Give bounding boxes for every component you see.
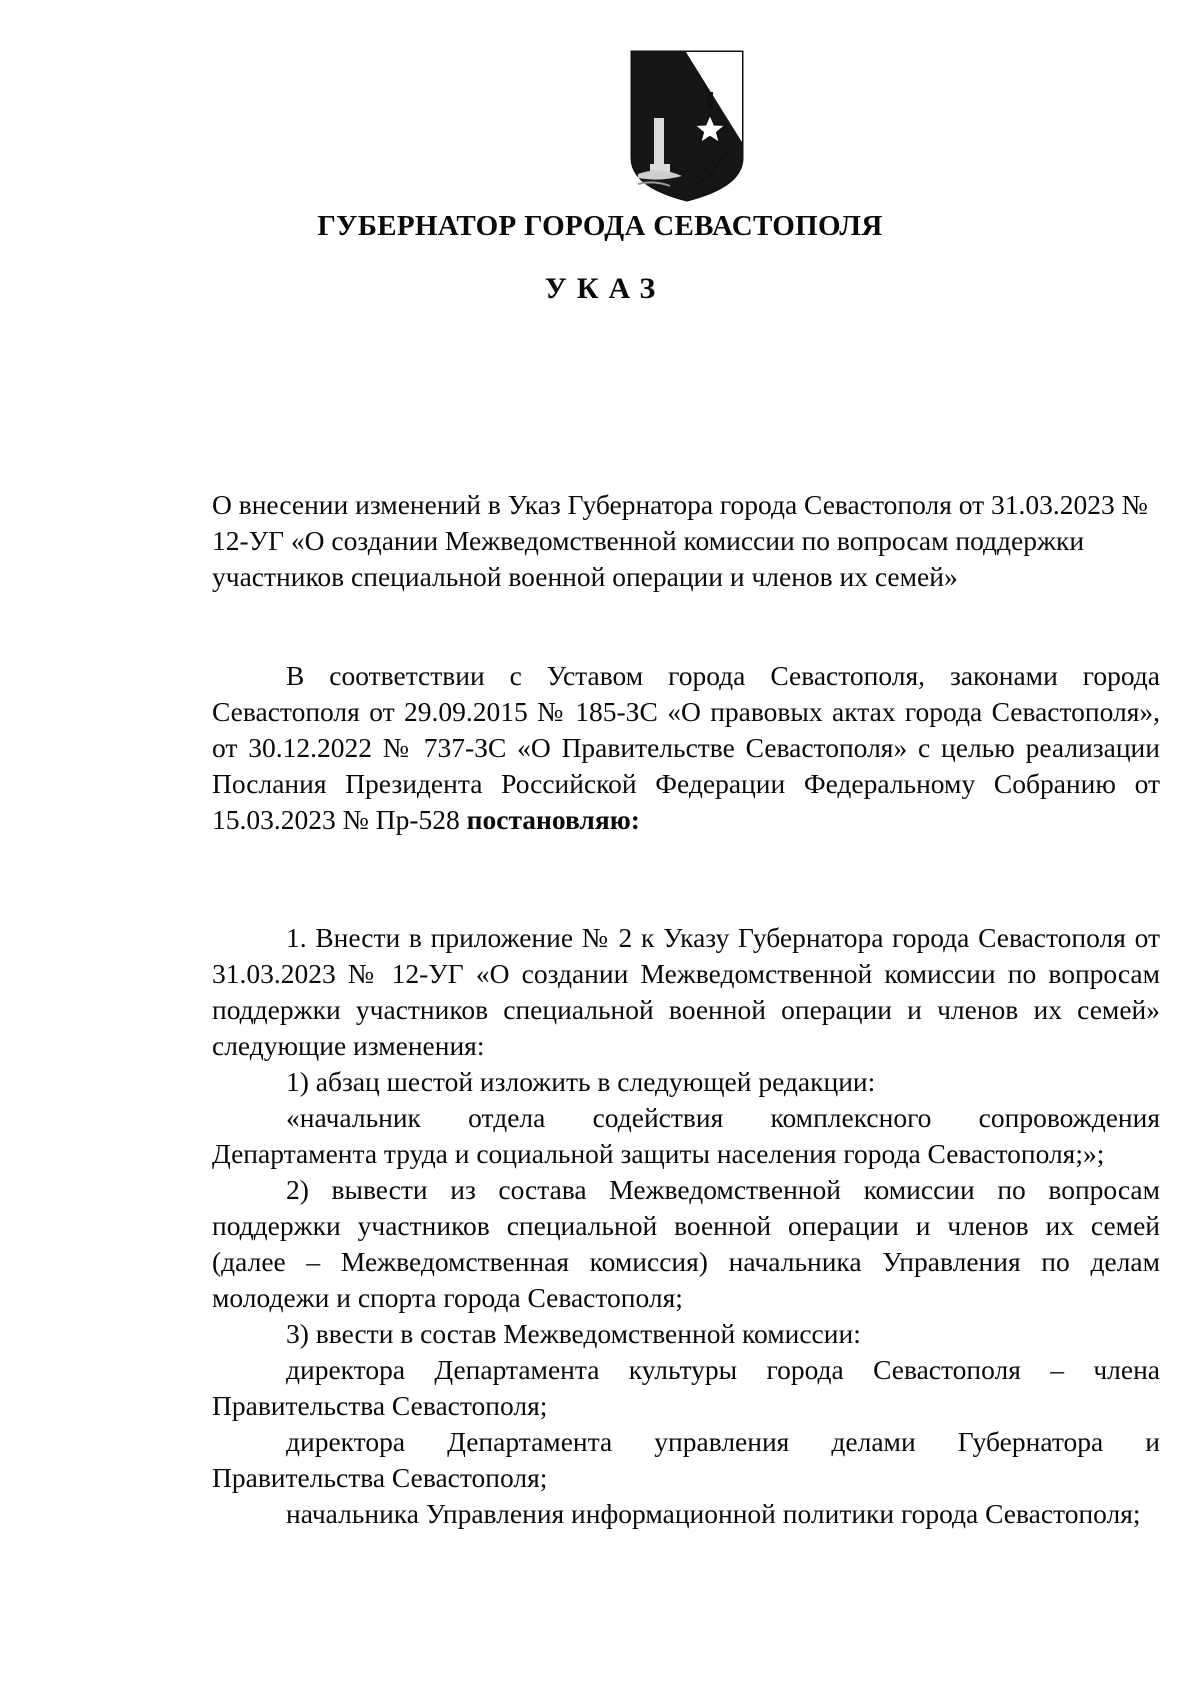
document-type: УКАЗ: [544, 272, 666, 305]
resolve-word: постановляю:: [466, 804, 640, 835]
clause-1: 1. Внести в приложение № 2 к Указу Губернатора города Севастополя от 31.03.2023 № 12-УГ «О создании Межведомственной комиссии по вопросам поддержки участников специальной военной операции и членов их семей» следующие изменения:: [212, 922, 1160, 1061]
preamble-text: В соответствии с Уставом города Севастополя, законами города Севастополя от 29.09.2015 № 185-ЗС «О правовых актах города Севастополя», от 30.12.2022 № 737-ЗС «О Правительстве Севастополя» с целью реализации Послания Президента Российской Федерации Федеральному Собранию от 15.03.2023 № Пр-528: [212, 660, 1160, 835]
issuing-authority: ГУБЕРНАТОР ГОРОДА СЕВАСТОПОЛЯ: [317, 210, 883, 242]
subclause-1-text: «начальник отдела содействия комплексного сопровождения Департамента труда и социальной защиты населения города Севастополя;»;: [212, 1102, 1160, 1169]
decree-title: О внесении изменений в Указ Губернатора города Севастополя от 31.03.2023 № 12-УГ «О создании Межведомственной комиссии по вопросам поддержки участников специальной военной операции и членов их семей»: [212, 489, 1148, 592]
subclause-3: 3) ввести в состав Межведомственной комиссии:: [286, 1318, 861, 1349]
decree-clauses: [212, 920, 1160, 1532]
subclause-1: 1) абзац шестой изложить в следующей редакции:: [286, 1066, 876, 1097]
appointee-information: начальника Управления информационной политики города Севастополя;: [286, 1498, 1141, 1529]
preamble: [212, 658, 1160, 838]
appointee-culture: директора Департамента культуры города Севастополя – члена Правительства Севастополя;: [212, 1354, 1160, 1421]
subclause-2: 2) вывести из состава Межведомственной комиссии по вопросам поддержки участников специальной военной операции и членов их семей (далее – Межведомственная комиссия) начальника Управления по делам молодежи и спорта города Севастополя;: [212, 1174, 1160, 1313]
coat-of-arms-icon: [624, 46, 750, 204]
appointee-affairs: директора Департамента управления делами Губернатора и Правительства Севастополя;: [212, 1426, 1160, 1493]
